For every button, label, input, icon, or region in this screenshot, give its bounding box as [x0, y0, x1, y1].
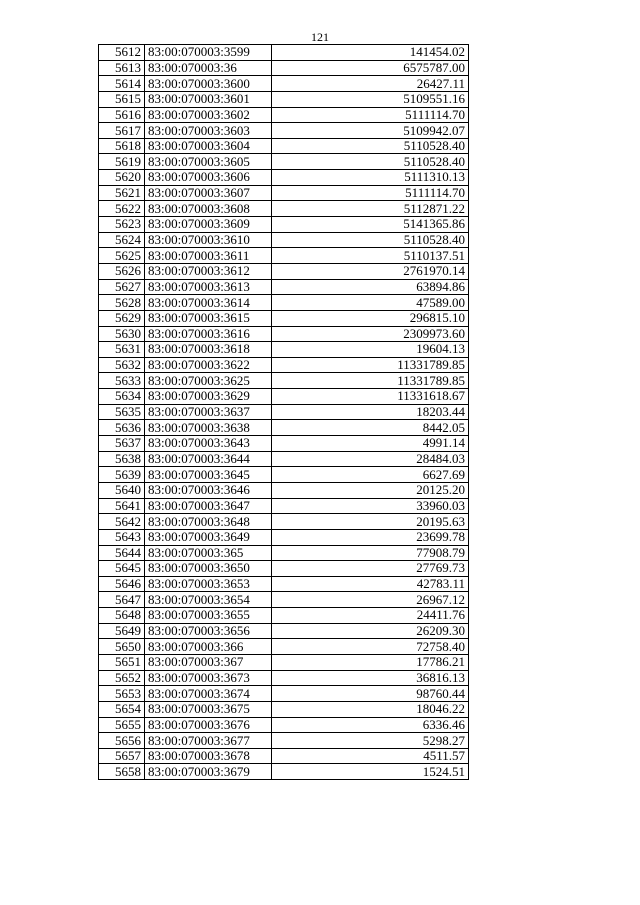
cadastral-number-cell: 83:00:070003:3656 — [145, 623, 272, 639]
table-row — [99, 576, 469, 592]
value-cell: 1524.51 — [272, 764, 469, 780]
cadastral-number-cell: 83:00:070003:3622 — [145, 357, 272, 373]
value-cell: 26209.30 — [272, 623, 469, 639]
value-cell: 2761970.14 — [272, 263, 469, 279]
cadastral-number-cell: 83:00:070003:3606 — [145, 170, 272, 186]
table-row — [99, 60, 469, 76]
cadastral-number-cell: 83:00:070003:3629 — [145, 389, 272, 405]
cadastral-number-cell: 83:00:070003:3646 — [145, 482, 272, 498]
row-number-cell: 5658 — [99, 764, 145, 780]
table-row — [99, 107, 469, 123]
table-row — [99, 310, 469, 326]
value-cell: 6575787.00 — [272, 60, 469, 76]
value-cell: 27769.73 — [272, 561, 469, 577]
value-cell: 2309973.60 — [272, 326, 469, 342]
row-number-cell: 5629 — [99, 310, 145, 326]
table-row — [99, 514, 469, 530]
cadastral-number-cell: 83:00:070003:3610 — [145, 232, 272, 248]
table-row — [99, 670, 469, 686]
table-row — [99, 76, 469, 92]
cadastral-number-cell: 83:00:070003:3603 — [145, 123, 272, 139]
row-number-cell: 5645 — [99, 561, 145, 577]
value-cell: 18046.22 — [272, 701, 469, 717]
table-row — [99, 561, 469, 577]
cadastral-number-cell: 83:00:070003:3648 — [145, 514, 272, 530]
cadastral-number-cell: 83:00:070003:3643 — [145, 436, 272, 452]
table-row — [99, 279, 469, 295]
value-cell: 5141365.86 — [272, 217, 469, 233]
value-cell: 63894.86 — [272, 279, 469, 295]
table-row — [99, 185, 469, 201]
row-number-cell: 5640 — [99, 482, 145, 498]
table-row — [99, 91, 469, 107]
cadastral-number-cell: 83:00:070003:3607 — [145, 185, 272, 201]
value-cell: 5111310.13 — [272, 170, 469, 186]
page-number: 121 — [311, 30, 329, 44]
row-number-cell: 5639 — [99, 467, 145, 483]
row-number-cell: 5624 — [99, 232, 145, 248]
value-cell: 4991.14 — [272, 436, 469, 452]
table-row — [99, 592, 469, 608]
value-cell: 5111114.70 — [272, 185, 469, 201]
value-cell: 5110137.51 — [272, 248, 469, 264]
table-row — [99, 326, 469, 342]
row-number-cell: 5653 — [99, 686, 145, 702]
value-cell: 42783.11 — [272, 576, 469, 592]
row-number-cell: 5656 — [99, 733, 145, 749]
row-number-cell: 5612 — [99, 45, 145, 61]
cadastral-number-cell: 83:00:070003:3611 — [145, 248, 272, 264]
cadastral-number-cell: 83:00:070003:3647 — [145, 498, 272, 514]
value-cell: 4511.57 — [272, 748, 469, 764]
value-cell: 6336.46 — [272, 717, 469, 733]
table-row — [99, 436, 469, 452]
row-number-cell: 5657 — [99, 748, 145, 764]
row-number-cell: 5649 — [99, 623, 145, 639]
cadastral-number-cell: 83:00:070003:3649 — [145, 529, 272, 545]
cadastral-number-cell: 83:00:070003:3679 — [145, 764, 272, 780]
value-cell: 33960.03 — [272, 498, 469, 514]
row-number-cell: 5652 — [99, 670, 145, 686]
row-number-cell: 5625 — [99, 248, 145, 264]
row-number-cell: 5638 — [99, 451, 145, 467]
value-cell: 5109942.07 — [272, 123, 469, 139]
row-number-cell: 5620 — [99, 170, 145, 186]
cadastral-number-cell: 83:00:070003:3675 — [145, 701, 272, 717]
cadastral-number-cell: 83:00:070003:3645 — [145, 467, 272, 483]
row-number-cell: 5626 — [99, 263, 145, 279]
cadastral-number-cell: 83:00:070003:3678 — [145, 748, 272, 764]
cadastral-number-cell: 83:00:070003:3637 — [145, 404, 272, 420]
table-row — [99, 748, 469, 764]
table-row — [99, 467, 469, 483]
cadastral-number-cell: 83:00:070003:3653 — [145, 576, 272, 592]
value-cell: 6627.69 — [272, 467, 469, 483]
row-number-cell: 5655 — [99, 717, 145, 733]
table-row — [99, 123, 469, 139]
value-cell: 77908.79 — [272, 545, 469, 561]
row-number-cell: 5636 — [99, 420, 145, 436]
table-row — [99, 654, 469, 670]
value-cell: 5298.27 — [272, 733, 469, 749]
cadastral-number-cell: 83:00:070003:3677 — [145, 733, 272, 749]
value-cell: 20195.63 — [272, 514, 469, 530]
value-cell: 11331789.85 — [272, 357, 469, 373]
value-cell: 26427.11 — [272, 76, 469, 92]
cadastral-number-cell: 83:00:070003:3613 — [145, 279, 272, 295]
table-row — [99, 170, 469, 186]
table-row — [99, 138, 469, 154]
cadastral-number-cell: 83:00:070003:3614 — [145, 295, 272, 311]
row-number-cell: 5617 — [99, 123, 145, 139]
row-number-cell: 5647 — [99, 592, 145, 608]
row-number-cell: 5646 — [99, 576, 145, 592]
table-row — [99, 295, 469, 311]
row-number-cell: 5654 — [99, 701, 145, 717]
row-number-cell: 5621 — [99, 185, 145, 201]
cadastral-number-cell: 83:00:070003:3618 — [145, 342, 272, 358]
value-cell: 36816.13 — [272, 670, 469, 686]
cadastral-number-cell: 83:00:070003:3612 — [145, 263, 272, 279]
table-row — [99, 232, 469, 248]
table-row — [99, 451, 469, 467]
cadastral-number-cell: 83:00:070003:3676 — [145, 717, 272, 733]
row-number-cell: 5634 — [99, 389, 145, 405]
cadastral-number-cell: 83:00:070003:3654 — [145, 592, 272, 608]
cadastral-number-cell: 83:00:070003:3602 — [145, 107, 272, 123]
row-number-cell: 5630 — [99, 326, 145, 342]
table-row — [99, 373, 469, 389]
cadastral-number-cell: 83:00:070003:3638 — [145, 420, 272, 436]
value-cell: 5112871.22 — [272, 201, 469, 217]
cadastral-number-cell: 83:00:070003:3673 — [145, 670, 272, 686]
table-row — [99, 217, 469, 233]
value-cell: 141454.02 — [272, 45, 469, 61]
row-number-cell: 5631 — [99, 342, 145, 358]
table-row — [99, 608, 469, 624]
table-row — [99, 482, 469, 498]
cadastral-number-cell: 83:00:070003:3599 — [145, 45, 272, 61]
table-row — [99, 717, 469, 733]
value-cell: 18203.44 — [272, 404, 469, 420]
cadastral-number-cell: 83:00:070003:365 — [145, 545, 272, 561]
cadastral-number-cell: 83:00:070003:3644 — [145, 451, 272, 467]
cadastral-number-cell: 83:00:070003:3650 — [145, 561, 272, 577]
value-cell: 98760.44 — [272, 686, 469, 702]
cadastral-number-cell: 83:00:070003:3655 — [145, 608, 272, 624]
value-cell: 72758.40 — [272, 639, 469, 655]
row-number-cell: 5616 — [99, 107, 145, 123]
row-number-cell: 5622 — [99, 201, 145, 217]
row-number-cell: 5627 — [99, 279, 145, 295]
row-number-cell: 5614 — [99, 76, 145, 92]
row-number-cell: 5644 — [99, 545, 145, 561]
value-cell: 5110528.40 — [272, 154, 469, 170]
cadastral-number-cell: 83:00:070003:3615 — [145, 310, 272, 326]
row-number-cell: 5633 — [99, 373, 145, 389]
table-row — [99, 263, 469, 279]
value-cell: 19604.13 — [272, 342, 469, 358]
value-cell: 23699.78 — [272, 529, 469, 545]
cadastral-number-cell: 83:00:070003:3674 — [145, 686, 272, 702]
cadastral-number-cell: 83:00:070003:3601 — [145, 91, 272, 107]
row-number-cell: 5635 — [99, 404, 145, 420]
value-cell: 5109551.16 — [272, 91, 469, 107]
table-row — [99, 201, 469, 217]
table-row — [99, 45, 469, 61]
cadastral-number-cell: 83:00:070003:3605 — [145, 154, 272, 170]
cadastral-number-cell: 83:00:070003:3600 — [145, 76, 272, 92]
row-number-cell: 5632 — [99, 357, 145, 373]
row-number-cell: 5648 — [99, 608, 145, 624]
table-row — [99, 639, 469, 655]
cadastral-number-cell: 83:00:070003:3604 — [145, 138, 272, 154]
cadastral-number-cell: 83:00:070003:3616 — [145, 326, 272, 342]
row-number-cell: 5642 — [99, 514, 145, 530]
row-number-cell: 5643 — [99, 529, 145, 545]
value-cell: 20125.20 — [272, 482, 469, 498]
table-row — [99, 764, 469, 780]
table-row — [99, 529, 469, 545]
table-row — [99, 686, 469, 702]
table-row — [99, 701, 469, 717]
value-cell: 296815.10 — [272, 310, 469, 326]
table-row — [99, 420, 469, 436]
row-number-cell: 5637 — [99, 436, 145, 452]
row-number-cell: 5623 — [99, 217, 145, 233]
row-number-cell: 5641 — [99, 498, 145, 514]
value-cell: 24411.76 — [272, 608, 469, 624]
cadastral-number-cell: 83:00:070003:366 — [145, 639, 272, 655]
cadastral-number-cell: 83:00:070003:36 — [145, 60, 272, 76]
table-row — [99, 248, 469, 264]
value-cell: 11331618.67 — [272, 389, 469, 405]
row-number-cell: 5619 — [99, 154, 145, 170]
value-cell: 5110528.40 — [272, 138, 469, 154]
table-row — [99, 154, 469, 170]
row-number-cell: 5615 — [99, 91, 145, 107]
table-row — [99, 389, 469, 405]
table-row — [99, 404, 469, 420]
cadastral-value-table — [98, 44, 469, 780]
value-cell: 8442.05 — [272, 420, 469, 436]
cadastral-number-cell: 83:00:070003:3608 — [145, 201, 272, 217]
table-row — [99, 545, 469, 561]
value-cell: 11331789.85 — [272, 373, 469, 389]
cadastral-number-cell: 83:00:070003:3609 — [145, 217, 272, 233]
value-cell: 28484.03 — [272, 451, 469, 467]
table-row — [99, 623, 469, 639]
value-cell: 5110528.40 — [272, 232, 469, 248]
row-number-cell: 5618 — [99, 138, 145, 154]
cadastral-number-cell: 83:00:070003:3625 — [145, 373, 272, 389]
row-number-cell: 5650 — [99, 639, 145, 655]
table-row — [99, 342, 469, 358]
value-cell: 47589.00 — [272, 295, 469, 311]
row-number-cell: 5651 — [99, 654, 145, 670]
table-row — [99, 498, 469, 514]
table-row — [99, 733, 469, 749]
value-cell: 26967.12 — [272, 592, 469, 608]
value-cell: 17786.21 — [272, 654, 469, 670]
table-row — [99, 357, 469, 373]
value-cell: 5111114.70 — [272, 107, 469, 123]
row-number-cell: 5628 — [99, 295, 145, 311]
table-body — [99, 45, 469, 780]
row-number-cell: 5613 — [99, 60, 145, 76]
cadastral-number-cell: 83:00:070003:367 — [145, 654, 272, 670]
